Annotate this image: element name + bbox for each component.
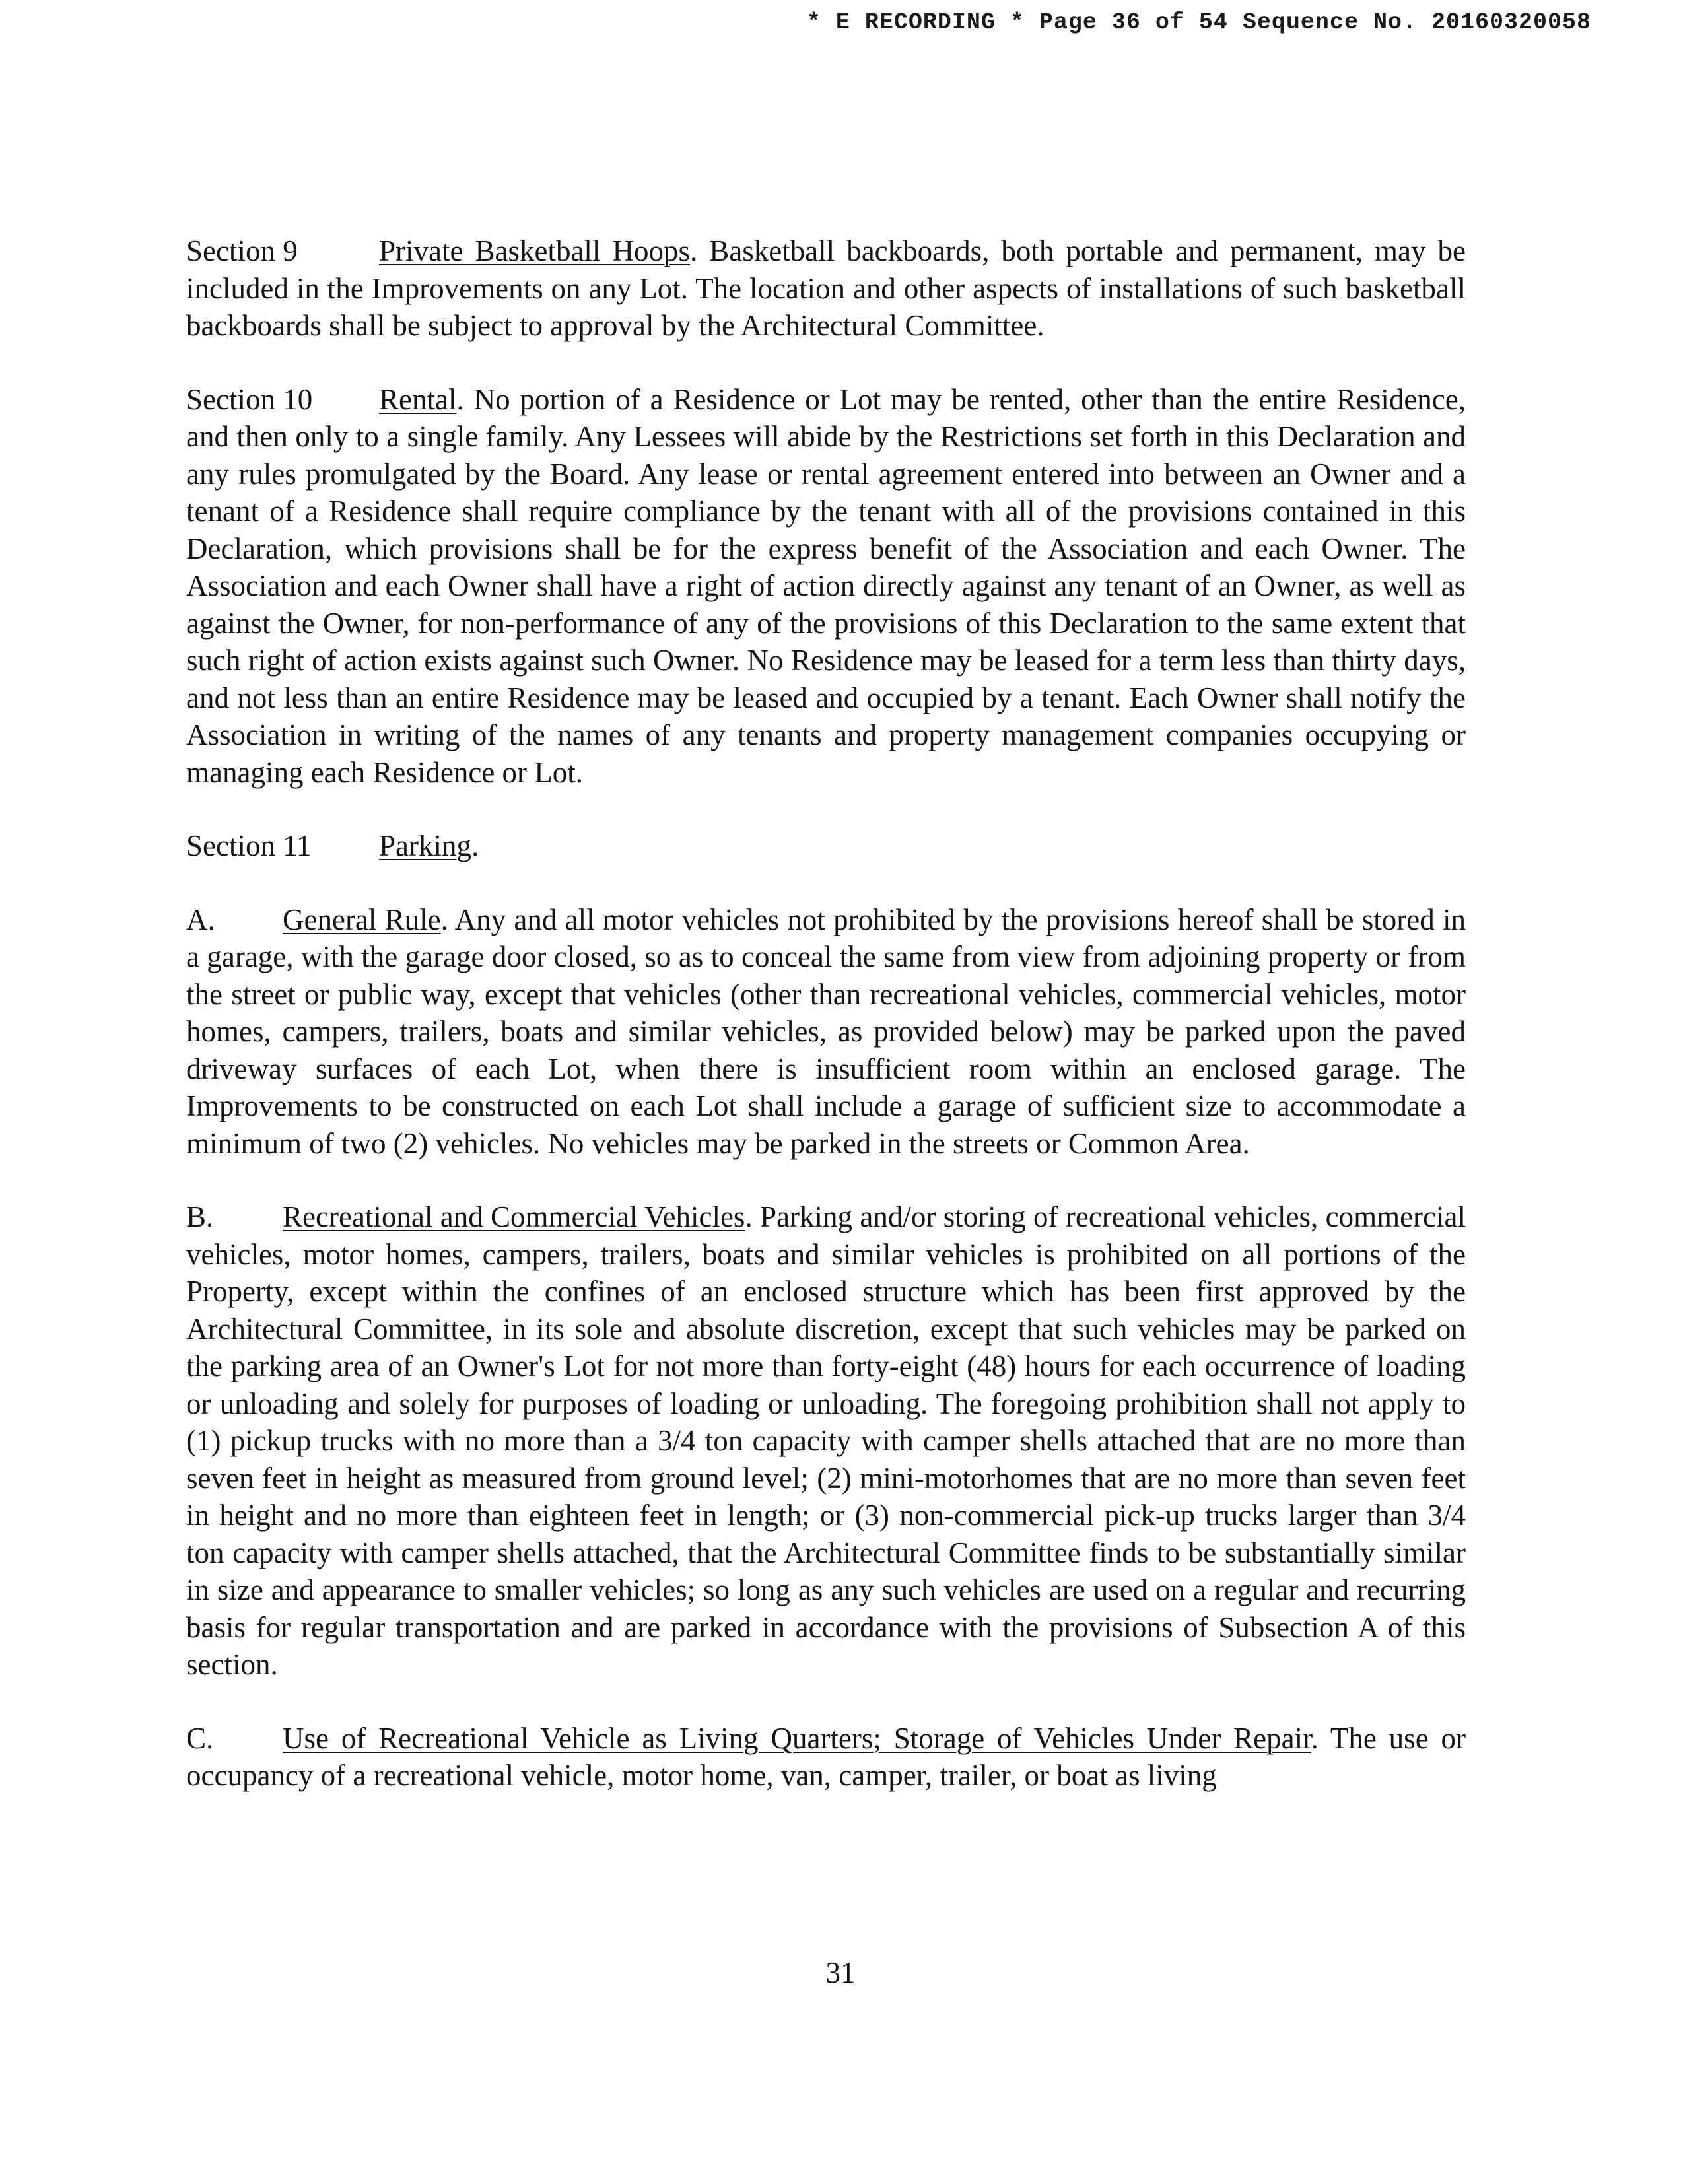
subsection-title: Recreational and Commercial Vehicles — [283, 1200, 745, 1233]
subsection-label: B. — [186, 1200, 214, 1233]
section-text: . Basketball backboards, both portable and permanent, may be included in the Improvements on any Lot. The location and other aspects of installations of such basketball backboards shall be subject to approval by the Architectural Committee. — [186, 234, 1466, 342]
subsection-label: A. — [186, 903, 215, 936]
subsection-label: C. — [186, 1721, 214, 1755]
section-9-paragraph — [186, 232, 1466, 345]
document-body — [186, 232, 1466, 1831]
subsection-text: . The use or occupancy of a recreational vehicle, motor home, van, camper, trailer, or boat as living — [186, 1721, 1466, 1792]
section-title: Private Basketball Hoops — [379, 234, 690, 267]
section-label: Section 11 — [186, 829, 312, 862]
section-text: . No portion of a Residence or Lot may be rented, other than the entire Residence, and then only to a single family. Any Lessees will abide by the Restrictions set forth in this Declaration and any rules promulgated by the Board. Any lease or rental agreement entered into between an Owner and a tenant of a Residence shall require compliance by the tenant with all of the provisions contained in this Declaration, which provisions shall be for the express benefit of the Association and each Owner. The Association and each Owner shall have a right of action directly against any tenant of an Owner, as well as against the Owner, for non-performance of any of the provisions of this Declaration to the same extent that such right of action exists against such Owner. No Residence may be leased for a term less than thirty days, and not less than an entire Residence may be leased and occupied by a tenant. Each Owner shall notify the Association in writing of the names of any tenants and property management companies occupying or managing each Residence or Lot. — [186, 382, 1466, 789]
section-title: Rental — [379, 382, 457, 416]
subsection-b-paragraph — [186, 1198, 1466, 1684]
recording-header: * E RECORDING * Page 36 of 54 Sequence No. 20160320058 — [806, 9, 1591, 36]
subsection-text: . Parking and/or storing of recreational vehicles, commercial vehicles, motor homes, campers, trailers, boats and similar vehicles is prohibited on all portions of the Property, except within the confines of an enclosed structure which has been first approved by the Architectural Committee, in its sole and absolute discretion, except that such vehicles may be parked on the parking area of an Owner's Lot for not more than forty-eight (48) hours for each occurrence of loading or unloading and solely for purposes of loading or unloading. The foregoing prohibition shall not apply to (1) pickup trucks with no more than a 3/4 ton capacity with camper shells attached that are no more than seven feet in height as measured from ground level; (2) mini-motorhomes that are no more than seven feet in height and no more than eighteen feet in length; or (3) non-commercial pick-up trucks larger than 3/4 ton capacity with camper shells attached, that the Architectural Committee finds to be substantially similar in size and appearance to smaller vehicles; so long as any such vehicles are used on a regular and recurring basis for regular transportation and are parked in accordance with the provisions of Subsection A of this section. — [186, 1200, 1466, 1681]
section-text: . — [471, 829, 479, 862]
subsection-a-paragraph — [186, 901, 1466, 1163]
subsection-title: Use of Recreational Vehicle as Living Quarters; Storage of Vehicles Under Repair — [283, 1721, 1311, 1755]
subsection-title: General Rule — [283, 903, 441, 936]
page-number: 31 — [825, 1956, 856, 1989]
subsection-text: . Any and all motor vehicles not prohibited by the provisions hereof shall be stored in a garage, with the garage door closed, so as to conceal the same from view from adjoining property or from the street or public way, except that vehicles (other than recreational vehicles, commercial vehicles, motor homes, campers, trailers, boats and similar vehicles, as provided below) may be parked upon the paved driveway surfaces of each Lot, when there is insufficient room within an enclosed garage. The Improvements to be constructed on each Lot shall include a garage of sufficient size to accommodate a minimum of two (2) vehicles. No vehicles may be parked in the streets or Common Area. — [186, 903, 1466, 1160]
section-label: Section 10 — [186, 382, 313, 416]
section-10-paragraph — [186, 381, 1466, 792]
section-title: Parking — [379, 829, 471, 862]
section-label: Section 9 — [186, 234, 298, 267]
section-11-heading — [186, 827, 1466, 865]
subsection-c-paragraph — [186, 1720, 1466, 1794]
